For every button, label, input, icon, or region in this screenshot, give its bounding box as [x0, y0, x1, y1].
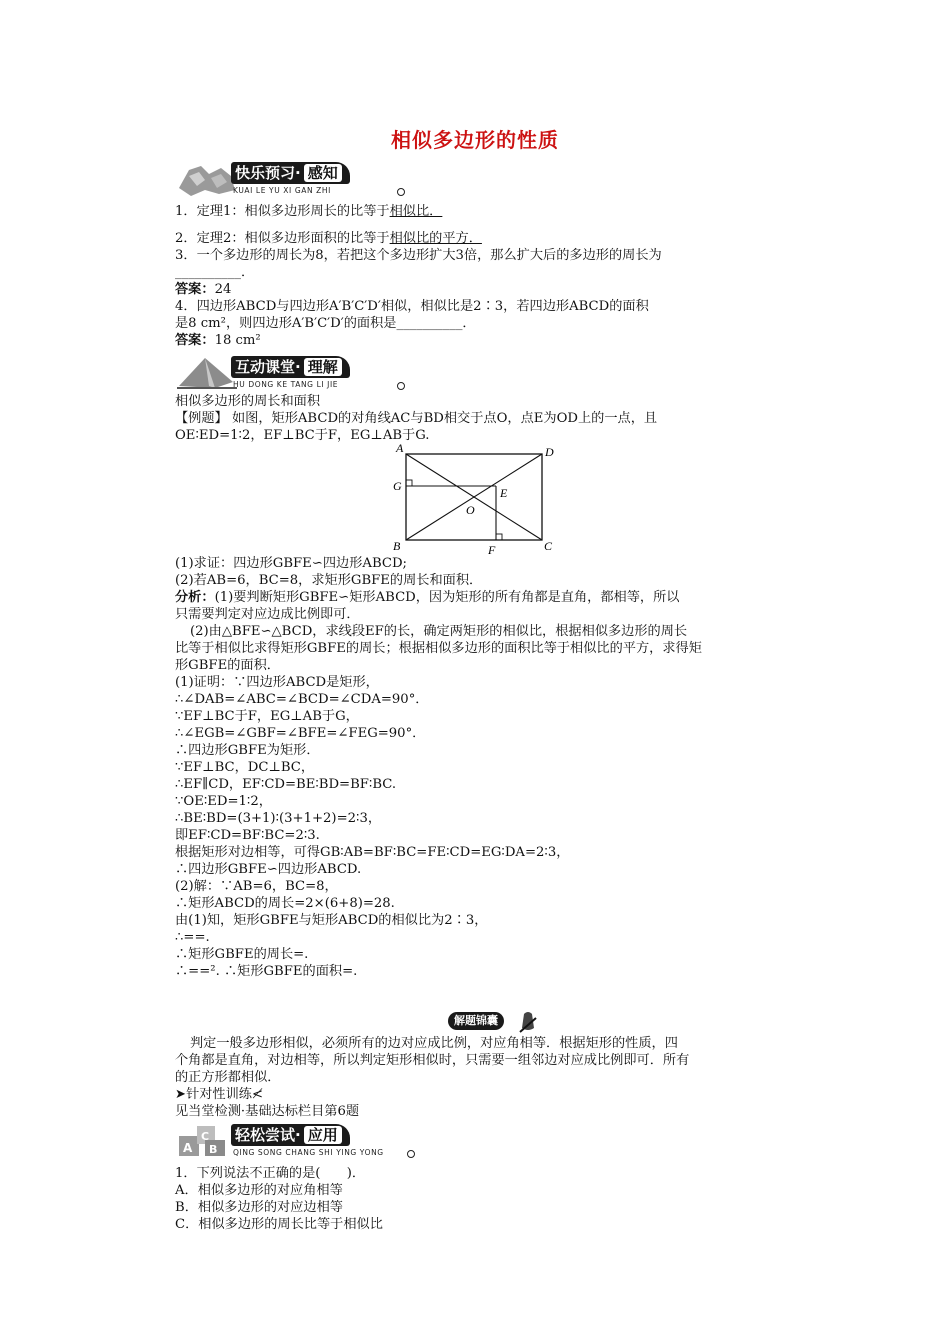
- right-angle-f: [496, 534, 502, 540]
- lesson-topic: 相似多边形的周长和面积: [175, 394, 321, 409]
- arrow-left-icon: ≮: [252, 1087, 264, 1102]
- quiz-q1: 1．下列说法不正确的是( )．: [175, 1166, 366, 1181]
- tip-line-0: 判定一般多边形相似，必须所有的边对应成比例，对应角相等．根据矩形的性质，四: [190, 1036, 678, 1051]
- banner-pinyin: HU DONG KE TANG LI JIE: [233, 380, 339, 389]
- proof-line: ∴EF∥CD，EF∶CD=BE∶BD=BF∶BC.: [175, 777, 397, 792]
- svg-text:B: B: [209, 1143, 218, 1156]
- proof-line: ∴==.: [175, 930, 210, 945]
- proof-line: (2)解：∵AB=6，BC=8，: [175, 879, 338, 894]
- proof-line: 即EF∶CD=BF∶BC=2∶3.: [175, 828, 320, 843]
- banner-label: 轻松尝试: [235, 1126, 296, 1144]
- proof-line: ∴矩形GBFE的周长=.: [175, 947, 309, 962]
- banner-tag: 感知: [304, 164, 342, 182]
- svg-text:A: A: [183, 1141, 193, 1155]
- banner-dot-icon: [397, 188, 405, 196]
- page-title: 相似多边形的性质: [391, 128, 559, 152]
- preview-q1: [175, 204, 442, 220]
- tip-badge-label: 解题锦囊: [448, 1012, 504, 1030]
- banner-tag: 理解: [304, 358, 342, 376]
- banner-label: 互动课堂: [235, 358, 296, 376]
- answer-value: 18 cm²: [214, 333, 261, 348]
- banner-pinyin: KUAI LE YU XI GAN ZHI: [233, 186, 331, 195]
- q1-text: 1．定理1：相似多边形周长的比等于: [175, 204, 390, 219]
- proof-line: ∴矩形ABCD的周长=2×(6+8)=28.: [175, 896, 395, 911]
- proof-line: ∴四边形GBFE∽四边形ABCD.: [175, 862, 362, 877]
- section-banner-quiz: [175, 1120, 415, 1160]
- quiz-option-c: C．相似多边形的周长比等于相似比: [175, 1217, 383, 1232]
- banner-dot-icon: [407, 1150, 415, 1158]
- q2-answer: 相似比的平方．: [389, 231, 482, 246]
- analysis-line-0: [175, 590, 679, 606]
- preview-q2: [175, 231, 482, 247]
- proof-line: ∴∠EGB=∠GBF=∠BFE=∠FEG=90°．: [175, 726, 426, 741]
- example-part1: (1)求证：四边形GBFE∽四边形ABCD;: [175, 556, 407, 571]
- tip-line-1: 个角都是直角，对边相等，所以判定矩形相似时，只需要一组邻边对应成比例即可．所有: [175, 1053, 690, 1068]
- banner-pinyin: QING SONG CHANG SHI YING YONG: [233, 1148, 384, 1157]
- analysis-line-2: (2)由△BFE∽△BCD，求线段EF的长，确定两矩形的相似比，根据相似多边形的周长: [190, 624, 688, 639]
- quiz-option-b: B．相似多边形的对应边相等: [175, 1200, 343, 1215]
- analysis-line-1: 只需要判定对应边成比例即可．: [175, 607, 360, 622]
- practice-ref: 见当堂检测·基础达标栏目第6题: [175, 1104, 360, 1119]
- proof-line: ∴==². ∴矩形GBFE的面积=.: [175, 964, 358, 979]
- example-label: 【例题】: [175, 411, 228, 426]
- proof-line: ∵EF⊥BC于F，EG⊥AB于G，: [175, 709, 359, 724]
- proof-line: ∴BE∶BD=(3+1)∶(3+1+2)=2∶3，: [175, 811, 382, 826]
- svg-text:C: C: [201, 1130, 210, 1143]
- label-g: G: [393, 479, 402, 493]
- preview-q4-line1: 4．四边形ABCD与四边形A′B′C′D′相似，相似比是2∶3，若四边形ABCD的面积: [175, 299, 649, 314]
- preview-q3-answer: [175, 282, 231, 298]
- right-angle-g: [406, 480, 412, 486]
- banner-title: 互动课堂· 理解: [231, 356, 350, 378]
- preview-q3-line1: 3．一个多边形的周长为8，若把这个多边形扩大3倍，那么扩大后的多边形的周长为: [175, 248, 662, 263]
- tip-line-2: 的正方形都相似．: [175, 1070, 281, 1085]
- example-line1: [175, 411, 657, 427]
- label-o: O: [466, 503, 475, 517]
- label-f: F: [488, 543, 496, 554]
- example-part2: (2)若AB=6，BC=8，求矩形GBFE的周长和面积．: [175, 573, 483, 588]
- practice-label: [175, 1087, 263, 1103]
- magic-bag-icon: [518, 1010, 538, 1034]
- section-banner-preview: [175, 158, 415, 198]
- preview-q4-answer: [175, 333, 261, 349]
- proof-line: 根据矩形对边相等，可得GB∶AB=BF∶BC=FE∶CD=EG∶DA=2∶3，: [175, 845, 570, 860]
- proof-line: ∵EF⊥BC，DC⊥BC，: [175, 760, 315, 775]
- banner-title: 快乐预习· 感知: [231, 162, 350, 184]
- answer-value: 24: [214, 282, 232, 297]
- banner-tag: 应用: [304, 1126, 342, 1144]
- banner-dot-icon: [397, 382, 405, 390]
- label-d: D: [545, 445, 554, 459]
- preview-q4-line2: 是8 cm²，则四边形A′B′C′D′的面积是__________．: [175, 316, 476, 331]
- analysis-line-4: 形GBFE的面积．: [175, 658, 280, 673]
- label-a: A: [396, 442, 404, 455]
- section-banner-lesson: [175, 352, 415, 392]
- example-text: 如图，矩形ABCD的对角线AC与BD相交于点O，点E为OD上的一点，且: [231, 411, 658, 426]
- label-c: C: [544, 539, 553, 553]
- proof-line: ∴∠DAB=∠ABC=∠BCD=∠CDA=90°．: [175, 692, 429, 707]
- q1-answer: 相似比．: [389, 204, 443, 219]
- proof-line: ∴四边形GBFE为矩形．: [175, 743, 320, 758]
- example-line2: OE∶ED=1∶2，EF⊥BC于F，EG⊥AB于G.: [175, 428, 430, 443]
- answer-label: 答案：: [175, 333, 215, 348]
- proof-line: 由(1)知，矩形GBFE与矩形ABCD的相似比为2∶3，: [175, 913, 488, 928]
- answer-label: 答案：: [175, 282, 215, 297]
- q2-text: 2．定理2：相似多边形面积的比等于: [175, 231, 390, 246]
- label-b: B: [393, 539, 401, 553]
- tip-badge: [448, 1010, 538, 1034]
- arrow-right-icon: ➤: [175, 1087, 187, 1102]
- banner-title: 轻松尝试· 应用: [231, 1124, 350, 1146]
- analysis-label: 分析：: [175, 590, 215, 605]
- analysis-text: (1)要判断矩形GBFE∽矩形ABCD，因为矩形的所有角都是直角，都相等，所以: [214, 590, 680, 605]
- label-e: E: [500, 486, 508, 500]
- preview-q3-line2: __________．: [175, 265, 255, 280]
- banner-label: 快乐预习: [235, 164, 296, 182]
- proof-line: (1)证明：∵四边形ABCD是矩形，: [175, 675, 379, 690]
- rectangle-figure: [390, 442, 570, 554]
- proof-line: ∵OE∶ED=1∶2，: [175, 794, 272, 809]
- practice-text: 针对性训练: [186, 1087, 252, 1102]
- analysis-line-3: 比等于相似比求得矩形GBFE的周长；根据相似多边形的面积比等于相似比的平方，求得矩: [175, 641, 702, 656]
- quiz-option-a: A．相似多边形的对应角相等: [175, 1183, 343, 1198]
